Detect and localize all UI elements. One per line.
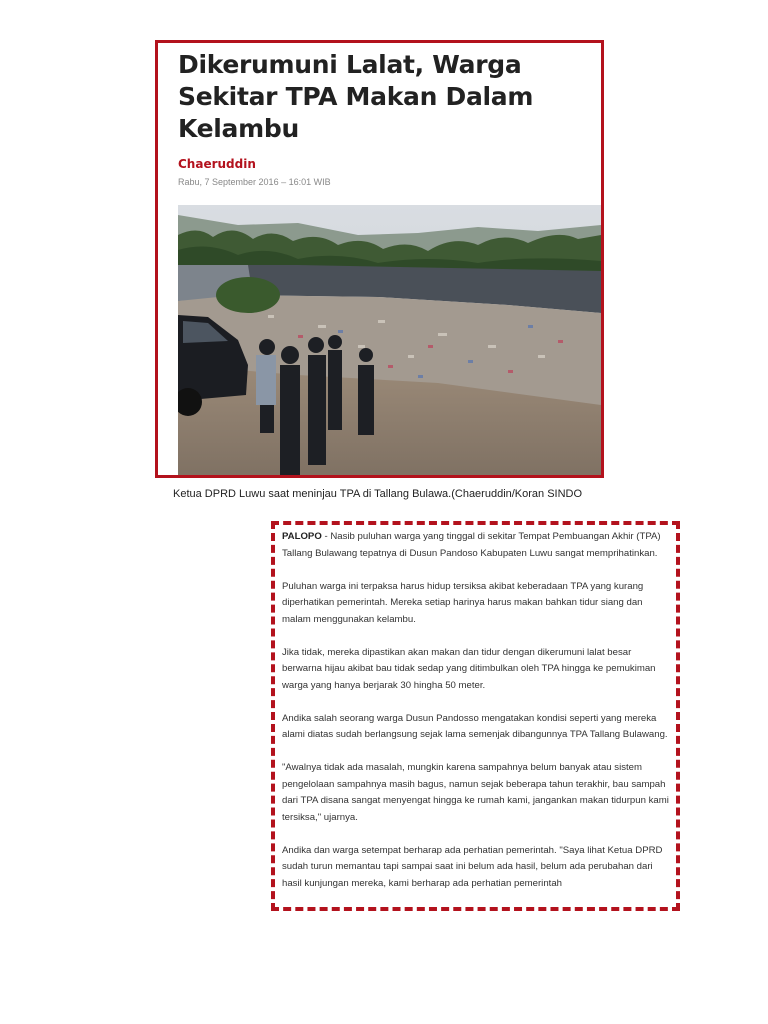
article-paragraph: Andika dan warga setempat berharap ada perhatian pemerintah. "Saya lihat Ketua DPRD sudah turun memantau tapi sampai saat ini belum ada hasil, belum ada perubahan dari hasil kunjungan mereka, kami berharap ada perhatian pemerintah	[282, 844, 663, 889]
article-headline: Dikerumuni Lalat, Warga Sekitar TPA Makan Dalam Kelambu	[178, 50, 534, 143]
article-paragraph: Andika salah seorang warga Dusun Pandosso mengatakan kondisi seperti yang mereka alami diatas sudah berlangsung sejak lama semenjak dibangunnya TPA Tallang Bulawang.	[282, 712, 668, 740]
article-author[interactable]: Chaeruddin	[178, 157, 256, 171]
article-paragraph: "Awalnya tidak ada masalah, mungkin karena sampahnya belum banyak atau sistem pengelolaan sampahnya masih bagus, namun sejak beberapa tahun terakhir, bau sampah dari TPA disana sangat menyengat hingga ke rumah kami, jangankan makan tidurpun kami tersiksa," ujarnya.	[282, 762, 669, 823]
dateline-city: PALOPO	[282, 531, 322, 542]
article-paragraph: Jika tidak, mereka dipastikan akan makan dan tidur dengan dikerumuni lalat besar berwarna hijau akibat bau tidak sedap yang ditimbulkan oleh TPA hingga ke pemukiman warga yang hanya berjarak 30 hingha 50 meter.	[282, 646, 656, 691]
article-body	[282, 529, 670, 909]
article-body-frame	[271, 521, 680, 911]
article-paragraph	[282, 529, 670, 562]
article-paragraph: Puluhan warga ini terpaksa harus hidup tersiksa akibat keberadaan TPA yang kurang diperhatikan pemerintah. Mereka setiap harinya harus makan bahkan tidur siang dan malam menggunakan kelambu.	[282, 580, 644, 625]
article-photo	[178, 205, 601, 477]
article-date: Rabu, 7 September 2016 – 16:01 WIB	[178, 177, 331, 187]
article-paragraph-text: - Nasib puluhan warga yang tinggal di sekitar Tempat Pembuangan Akhir (TPA) Tallang Bulawang tepatnya di Dusun Pandoso Kabupaten Luwu sangat memprihatinkan.	[282, 531, 661, 559]
article-header-frame	[155, 40, 604, 478]
photo-caption: Ketua DPRD Luwu saat meninjau TPA di Tallang Bulawa.(Chaeruddin/Koran SINDO	[173, 488, 583, 500]
